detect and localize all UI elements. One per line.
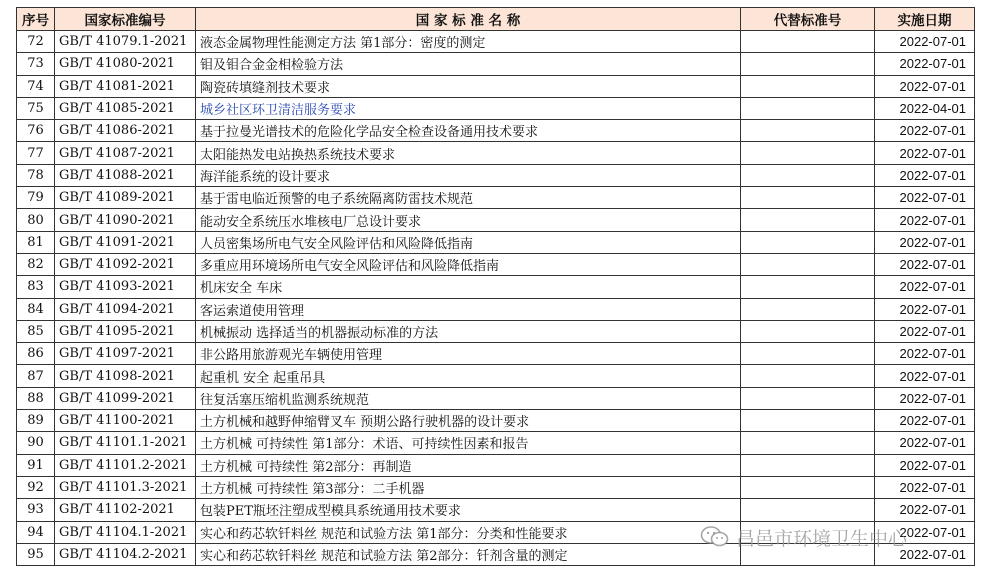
watermark-text: 昌邑市环境卫生中心 [736, 527, 908, 550]
row-implementation-date: 2022-07-01 [875, 387, 975, 409]
row-implementation-date: 2022-07-01 [875, 53, 975, 75]
row-standard-code: GB/T 41080-2021 [55, 53, 196, 75]
row-standard-code: GB/T 41104.1-2021 [55, 521, 196, 543]
table-row [17, 410, 975, 432]
table-row [17, 97, 975, 119]
row-implementation-date: 2022-07-01 [875, 410, 975, 432]
table-body [17, 31, 975, 566]
row-standard-code: GB/T 41089-2021 [55, 187, 196, 209]
row-implementation-date: 2022-07-01 [875, 343, 975, 365]
table-row [17, 476, 975, 498]
row-index: 85 [17, 320, 55, 342]
row-standard-name: 多重应用环境场所电气安全风险评估和风险降低指南 [196, 253, 741, 275]
row-index: 90 [17, 432, 55, 454]
row-index: 83 [17, 276, 55, 298]
row-standard-code: GB/T 41086-2021 [55, 120, 196, 142]
row-index: 81 [17, 231, 55, 253]
row-standard-name: 土方机械 可持续性 第1部分：术语、可持续性因素和报告 [196, 432, 741, 454]
table-row [17, 31, 975, 53]
row-standard-name: 起重机 安全 起重吊具 [196, 365, 741, 387]
row-standard-name: 机床安全 车床 [196, 276, 741, 298]
row-replaces [741, 343, 875, 365]
row-standard-code: GB/T 41093-2021 [55, 276, 196, 298]
table-row [17, 454, 975, 476]
row-replaces [741, 298, 875, 320]
row-standard-name: 往复活塞压缩机监测系统规范 [196, 387, 741, 409]
row-replaces [741, 476, 875, 498]
row-index: 82 [17, 253, 55, 275]
row-implementation-date: 2022-07-01 [875, 231, 975, 253]
table-row [17, 298, 975, 320]
row-implementation-date: 2022-07-01 [875, 164, 975, 186]
row-implementation-date: 2022-07-01 [875, 31, 975, 53]
row-index: 89 [17, 410, 55, 432]
row-standard-name: 能动安全系统压水堆核电厂总设计要求 [196, 209, 741, 231]
row-index: 77 [17, 142, 55, 164]
table-row [17, 120, 975, 142]
row-standard-code: GB/T 41095-2021 [55, 320, 196, 342]
row-standard-name: 土方机械 可持续性 第3部分：二手机器 [196, 476, 741, 498]
table-row [17, 142, 975, 164]
row-standard-code: GB/T 41104.2-2021 [55, 543, 196, 565]
table-row [17, 53, 975, 75]
table-header-row [17, 8, 975, 31]
row-implementation-date: 2022-07-01 [875, 75, 975, 97]
header-implementation-date: 实施日期 [875, 8, 975, 31]
row-replaces [741, 187, 875, 209]
row-replaces [741, 75, 875, 97]
table-row [17, 320, 975, 342]
row-replaces [741, 320, 875, 342]
row-implementation-date: 2022-07-01 [875, 187, 975, 209]
row-replaces [741, 454, 875, 476]
row-implementation-date: 2022-07-01 [875, 454, 975, 476]
row-standard-code: GB/T 41101.3-2021 [55, 476, 196, 498]
row-standard-name: 土方机械 可持续性 第2部分：再制造 [196, 454, 741, 476]
row-index: 95 [17, 543, 55, 565]
row-standard-name: 客运索道使用管理 [196, 298, 741, 320]
row-index: 93 [17, 499, 55, 521]
row-standard-code: GB/T 41101.1-2021 [55, 432, 196, 454]
header-index: 序号 [17, 8, 55, 31]
row-implementation-date: 2022-07-01 [875, 253, 975, 275]
table-row [17, 164, 975, 186]
row-index: 91 [17, 454, 55, 476]
row-standard-code: GB/T 41098-2021 [55, 365, 196, 387]
table-row [17, 387, 975, 409]
row-replaces [741, 53, 875, 75]
row-index: 76 [17, 120, 55, 142]
table-row [17, 365, 975, 387]
row-replaces [741, 499, 875, 521]
row-replaces [741, 31, 875, 53]
row-replaces [741, 521, 875, 543]
row-standard-code: GB/T 41101.2-2021 [55, 454, 196, 476]
header-standard-code: 国家标准编号 [55, 8, 196, 31]
row-standard-code: GB/T 41102-2021 [55, 499, 196, 521]
row-standard-name: 机械振动 选择适当的机器振动标准的方法 [196, 320, 741, 342]
row-index: 74 [17, 75, 55, 97]
row-implementation-date: 2022-07-01 [875, 476, 975, 498]
row-replaces [741, 142, 875, 164]
row-standard-name: 海洋能系统的设计要求 [196, 164, 741, 186]
table-row [17, 75, 975, 97]
row-standard-name: 陶瓷砖填缝剂技术要求 [196, 75, 741, 97]
row-index: 88 [17, 387, 55, 409]
row-implementation-date: 2022-07-01 [875, 298, 975, 320]
row-replaces [741, 276, 875, 298]
row-implementation-date: 2022-07-01 [875, 142, 975, 164]
row-implementation-date: 2022-07-01 [875, 276, 975, 298]
table-row [17, 253, 975, 275]
row-standard-code: GB/T 41088-2021 [55, 164, 196, 186]
row-standard-code: GB/T 41087-2021 [55, 142, 196, 164]
row-standard-name: 实心和药芯软钎料丝 规范和试验方法 第1部分：分类和性能要求 [196, 521, 741, 543]
table-row [17, 543, 975, 565]
row-standard-name: 实心和药芯软钎料丝 规范和试验方法 第2部分：钎剂含量的测定 [196, 543, 741, 565]
row-standard-code: GB/T 41091-2021 [55, 231, 196, 253]
table-row [17, 187, 975, 209]
row-implementation-date: 2022-04-01 [875, 97, 975, 119]
table-row [17, 276, 975, 298]
row-index: 87 [17, 365, 55, 387]
row-implementation-date: 2022-07-01 [875, 209, 975, 231]
row-standard-name: 土方机械和越野伸缩臂叉车 预期公路行驶机器的设计要求 [196, 410, 741, 432]
row-replaces [741, 387, 875, 409]
row-replaces [741, 120, 875, 142]
row-replaces [741, 365, 875, 387]
row-replaces [741, 164, 875, 186]
table-row [17, 231, 975, 253]
row-replaces [741, 410, 875, 432]
row-standard-name: 人员密集场所电气安全风险评估和风险降低指南 [196, 231, 741, 253]
row-replaces [741, 253, 875, 275]
row-standard-code: GB/T 41094-2021 [55, 298, 196, 320]
row-standard-code: GB/T 41085-2021 [55, 97, 196, 119]
header-replaces: 代替标准号 [741, 8, 875, 31]
table-row [17, 343, 975, 365]
row-implementation-date: 2022-07-01 [875, 499, 975, 521]
table-row [17, 432, 975, 454]
row-standard-name: 液态金属物理性能测定方法 第1部分：密度的测定 [196, 31, 741, 53]
row-implementation-date: 2022-07-01 [875, 521, 975, 543]
row-standard-code: GB/T 41100-2021 [55, 410, 196, 432]
row-replaces [741, 432, 875, 454]
row-replaces [741, 543, 875, 565]
row-standard-code: GB/T 41090-2021 [55, 209, 196, 231]
row-standard-code: GB/T 41079.1-2021 [55, 31, 196, 53]
row-index: 80 [17, 209, 55, 231]
row-replaces [741, 209, 875, 231]
row-index: 73 [17, 53, 55, 75]
row-index: 72 [17, 31, 55, 53]
row-replaces [741, 231, 875, 253]
row-standard-name: 基于雷电临近预警的电子系统隔离防雷技术规范 [196, 187, 741, 209]
standards-table [16, 7, 975, 566]
row-index: 92 [17, 476, 55, 498]
table-row [17, 521, 975, 543]
table-row [17, 499, 975, 521]
row-implementation-date: 2022-07-01 [875, 120, 975, 142]
row-standard-name: 非公路用旅游观光车辆使用管理 [196, 343, 741, 365]
row-replaces [741, 97, 875, 119]
row-standard-name: 基于拉曼光谱技术的危险化学品安全检查设备通用技术要求 [196, 120, 741, 142]
row-standard-code: GB/T 41099-2021 [55, 387, 196, 409]
row-standard-code: GB/T 41092-2021 [55, 253, 196, 275]
row-standard-code: GB/T 41097-2021 [55, 343, 196, 365]
row-standard-name: 包装PET瓶坯注塑成型模具系统通用技术要求 [196, 499, 741, 521]
row-implementation-date: 2022-07-01 [875, 432, 975, 454]
row-index: 78 [17, 164, 55, 186]
row-implementation-date: 2022-07-01 [875, 543, 975, 565]
row-index: 86 [17, 343, 55, 365]
row-index: 79 [17, 187, 55, 209]
row-standard-code: GB/T 41081-2021 [55, 75, 196, 97]
row-implementation-date: 2022-07-01 [875, 365, 975, 387]
row-implementation-date: 2022-07-01 [875, 320, 975, 342]
row-index: 94 [17, 521, 55, 543]
header-standard-name: 国 家 标 准 名 称 [196, 8, 741, 31]
row-standard-name: 城乡社区环卫清洁服务要求 [196, 97, 741, 119]
row-index: 75 [17, 97, 55, 119]
row-standard-name: 钼及钼合金金相检验方法 [196, 53, 741, 75]
row-index: 84 [17, 298, 55, 320]
table-row [17, 209, 975, 231]
row-standard-name: 太阳能热发电站换热系统技术要求 [196, 142, 741, 164]
